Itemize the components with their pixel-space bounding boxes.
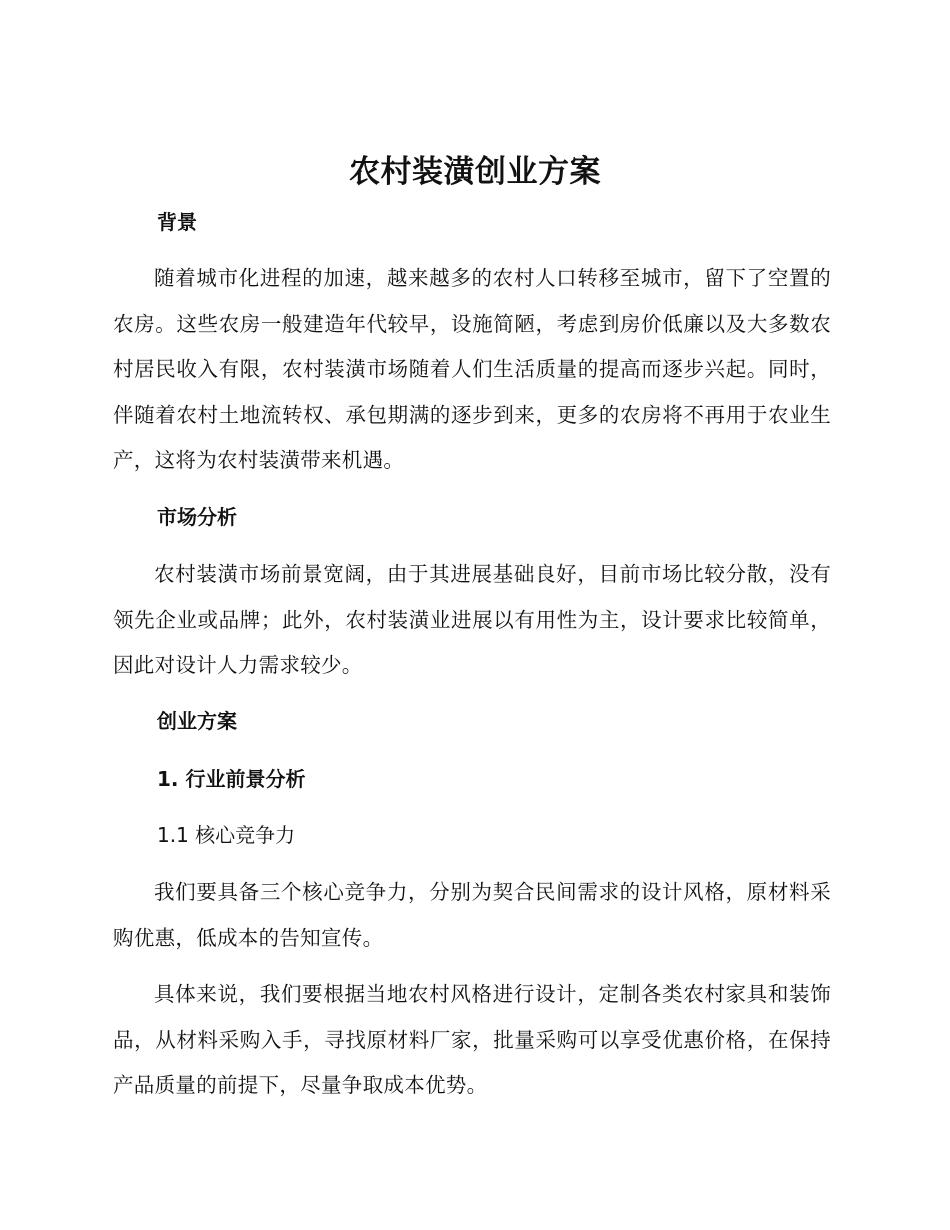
section-heading-business-plan: 创业方案	[157, 709, 237, 733]
core-competence-paragraph-1: 我们要具备三个核心竞争力，分别为契合民间需求的设计风格，原材料采购优惠，低成本的告知宣传。	[113, 880, 831, 950]
section-heading-background: 背景	[157, 210, 197, 234]
core-competence-paragraph-2: 具体来说，我们要根据当地农村风格进行设计，定制各类农村家具和装饰品，从材料采购入手，寻找原材料厂家，批量采购可以享受优惠价格，在保持产品质量的前提下，尽量争取成本优势。	[113, 982, 831, 1097]
section-heading-market-analysis: 市场分析	[157, 505, 237, 529]
subsection-heading-industry-outlook: 1. 行业前景分析	[157, 767, 306, 791]
background-paragraph: 随着城市化进程的加速，越来越多的农村人口转移至城市，留下了空置的农房。这些农房一般建造年代较早，设施简陋，考虑到房价低廉以及大多数农村居民收入有限，农村装潢市场随着人们生活质量的提高而逐步兴起。同时，伴随着农村土地流转权、承包期满的逐步到来，更多的农房将不再用于农业生产，这将为农村装潢带来机遇。	[113, 266, 831, 472]
document-title: 农村装潢创业方案	[349, 154, 601, 190]
market-analysis-paragraph: 农村装潢市场前景宽阔，由于其进展基础良好，目前市场比较分散，没有领先企业或品牌；此外，农村装潢业进展以有用性为主，设计要求比较简单，因此对设计人力需求较少。	[113, 562, 831, 677]
subsection-heading-core-competence: 1.1 核心竞争力	[157, 823, 296, 847]
